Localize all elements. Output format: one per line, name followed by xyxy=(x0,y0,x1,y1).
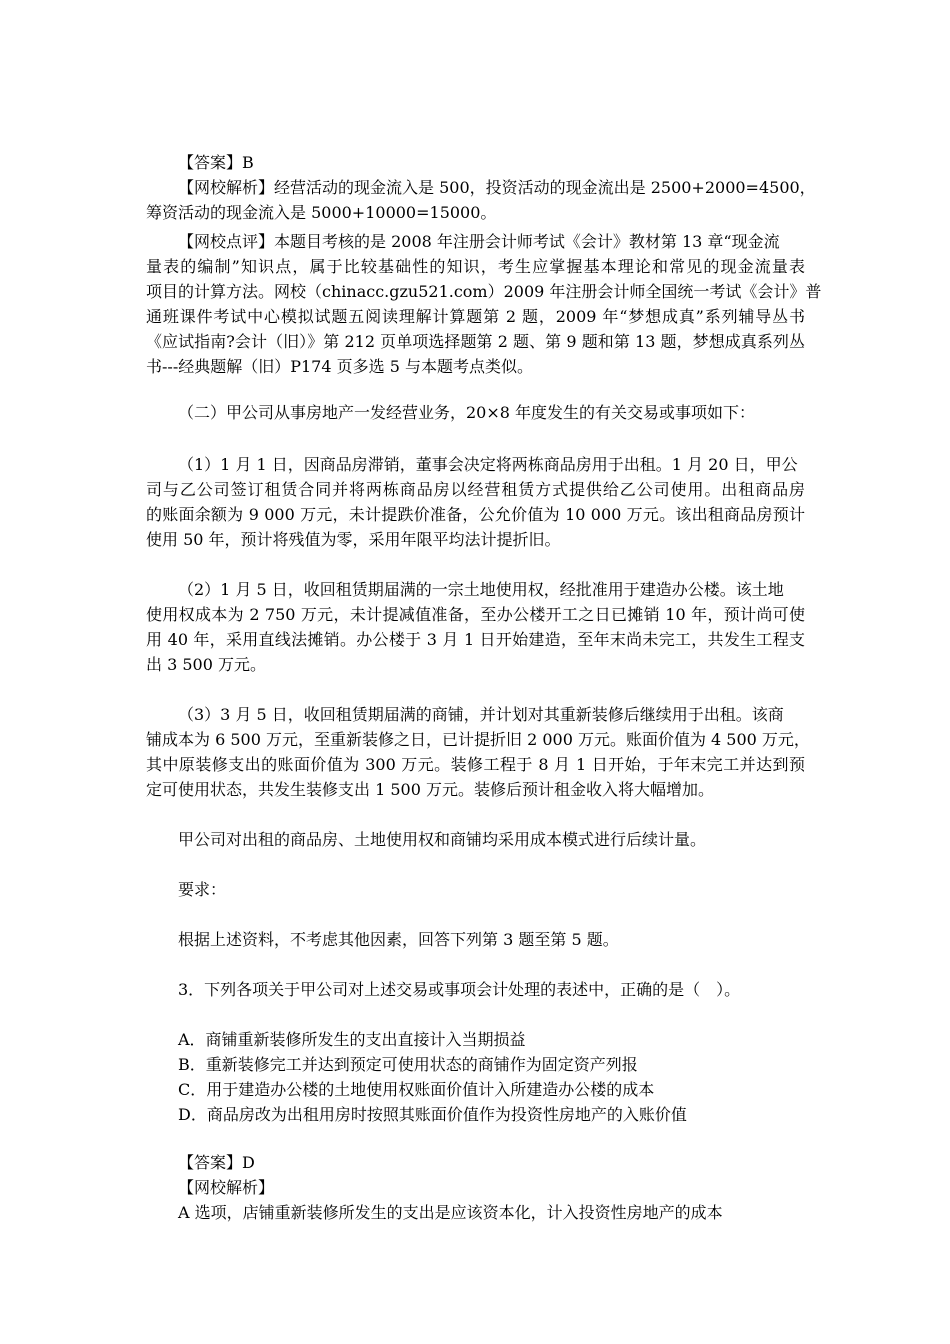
comment-line-5: 《应试指南?会计（旧）》第 212 页单项选择题第 2 题、第 9 题和第 13 题，梦想成真系列丛 xyxy=(146,332,805,351)
measurement-text: 甲公司对出租的商品房、土地使用权和商铺均采用成本模式进行后续计量。 xyxy=(178,830,707,849)
comment-line-3: 项目的计算方法。网校（chinacc.gzu521.com）2009 年注册会计师全国统一考试《会计》普 xyxy=(146,282,822,301)
item2-line-2: 使用权成本为 2 750 万元，未计提减值准备，至办公楼开工之日已摊销 10 年，预计尚可使 xyxy=(146,605,805,624)
analysis-label: 【网校解析】 xyxy=(178,1178,275,1197)
comment-line-4: 通班课件考试中心模拟试题五阅读理解计算题第 2 题，2009 年“梦想成真”系列辅导丛书 xyxy=(146,307,805,326)
answer-1: 【答案】B xyxy=(178,153,254,172)
item1-line-3: 的账面余额为 9 000 万元，未计提跌价准备，公允价值为 10 000 万元。该出租商品房预计 xyxy=(146,505,805,524)
item2-line-4: 出 3 500 万元。 xyxy=(146,655,266,674)
comment-line-1: 【网校点评】本题目考核的是 2008 年注册会计师考试《会计》教材第 13 章“现金流 xyxy=(178,232,780,251)
item3-line-4: 定可使用状态，共发生装修支出 1 500 万元。装修后预计租金收入将大幅增加。 xyxy=(146,780,714,799)
comment-line-2: 量表的编制”知识点，属于比较基础性的知识，考生应掌握基本理论和常见的现金流量表 xyxy=(146,257,805,276)
item1-line-2: 司与乙公司签订租赁合同并将两栋商品房以经营租赁方式提供给乙公司使用。出租商品房 xyxy=(146,480,805,499)
question-stem: 3．下列各项关于甲公司对上述交易或事项会计处理的表述中，正确的是（ ）。 xyxy=(178,980,741,999)
requirement-text: 根据上述资料，不考虑其他因素，回答下列第 3 题至第 5 题。 xyxy=(178,930,619,949)
item3-line-2: 铺成本为 6 500 万元，至重新装修之日，已计提折旧 2 000 万元。账面价值为 4 500 万元， xyxy=(146,730,810,749)
answer-2: 【答案】D xyxy=(178,1153,255,1172)
item3-line-1: （3）3 月 5 日，收回租赁期届满的商铺，并计划对其重新装修后继续用于出租。该商 xyxy=(178,705,784,724)
analysis-text: A 选项，店铺重新装修所发生的支出是应该资本化，计入投资性房地产的成本 xyxy=(178,1203,723,1222)
analysis-line-2: 筹资活动的现金流入是 5000+10000=15000。 xyxy=(146,203,497,222)
option-b: B．重新装修完工并达到预定可使用状态的商铺作为固定资产列报 xyxy=(178,1055,638,1074)
item2-line-3: 用 40 年，采用直线法摊销。办公楼于 3 月 1 日开始建造，至年末尚未完工，共发生工程支 xyxy=(146,630,805,649)
item1-line-4: 使用 50 年，预计将残值为零，采用年限平均法计提折旧。 xyxy=(146,530,561,549)
option-a: A．商铺重新装修所发生的支出直接计入当期损益 xyxy=(178,1030,526,1049)
analysis-line-1: 【网校解析】经营活动的现金流入是 500，投资活动的现金流出是 2500+2000=4500， xyxy=(178,178,816,197)
option-d: D．商品房改为出租用房时按照其账面价值作为投资性房地产的入账价值 xyxy=(178,1105,687,1124)
item2-line-1: （2）1 月 5 日，收回租赁期届满的一宗土地使用权，经批准用于建造办公楼。该土地 xyxy=(178,580,784,599)
requirement-label: 要求： xyxy=(178,880,227,899)
comment-line-6: 书---经典题解（旧）P174 页多选 5 与本题考点类似。 xyxy=(146,357,533,376)
item3-line-3: 其中原装修支出的账面价值为 300 万元。装修工程于 8 月 1 日开始，于年末完工并达到预 xyxy=(146,755,805,774)
case-intro: （二）甲公司从事房地产一发经营业务，20×8 年度发生的有关交易或事项如下： xyxy=(178,403,756,422)
item1-line-1: （1）1 月 1 日，因商品房滞销，董事会决定将两栋商品房用于出租。1 月 20 日，甲公 xyxy=(178,455,798,474)
option-c: C．用于建造办公楼的土地使用权账面价值计入所建造办公楼的成本 xyxy=(178,1080,655,1099)
